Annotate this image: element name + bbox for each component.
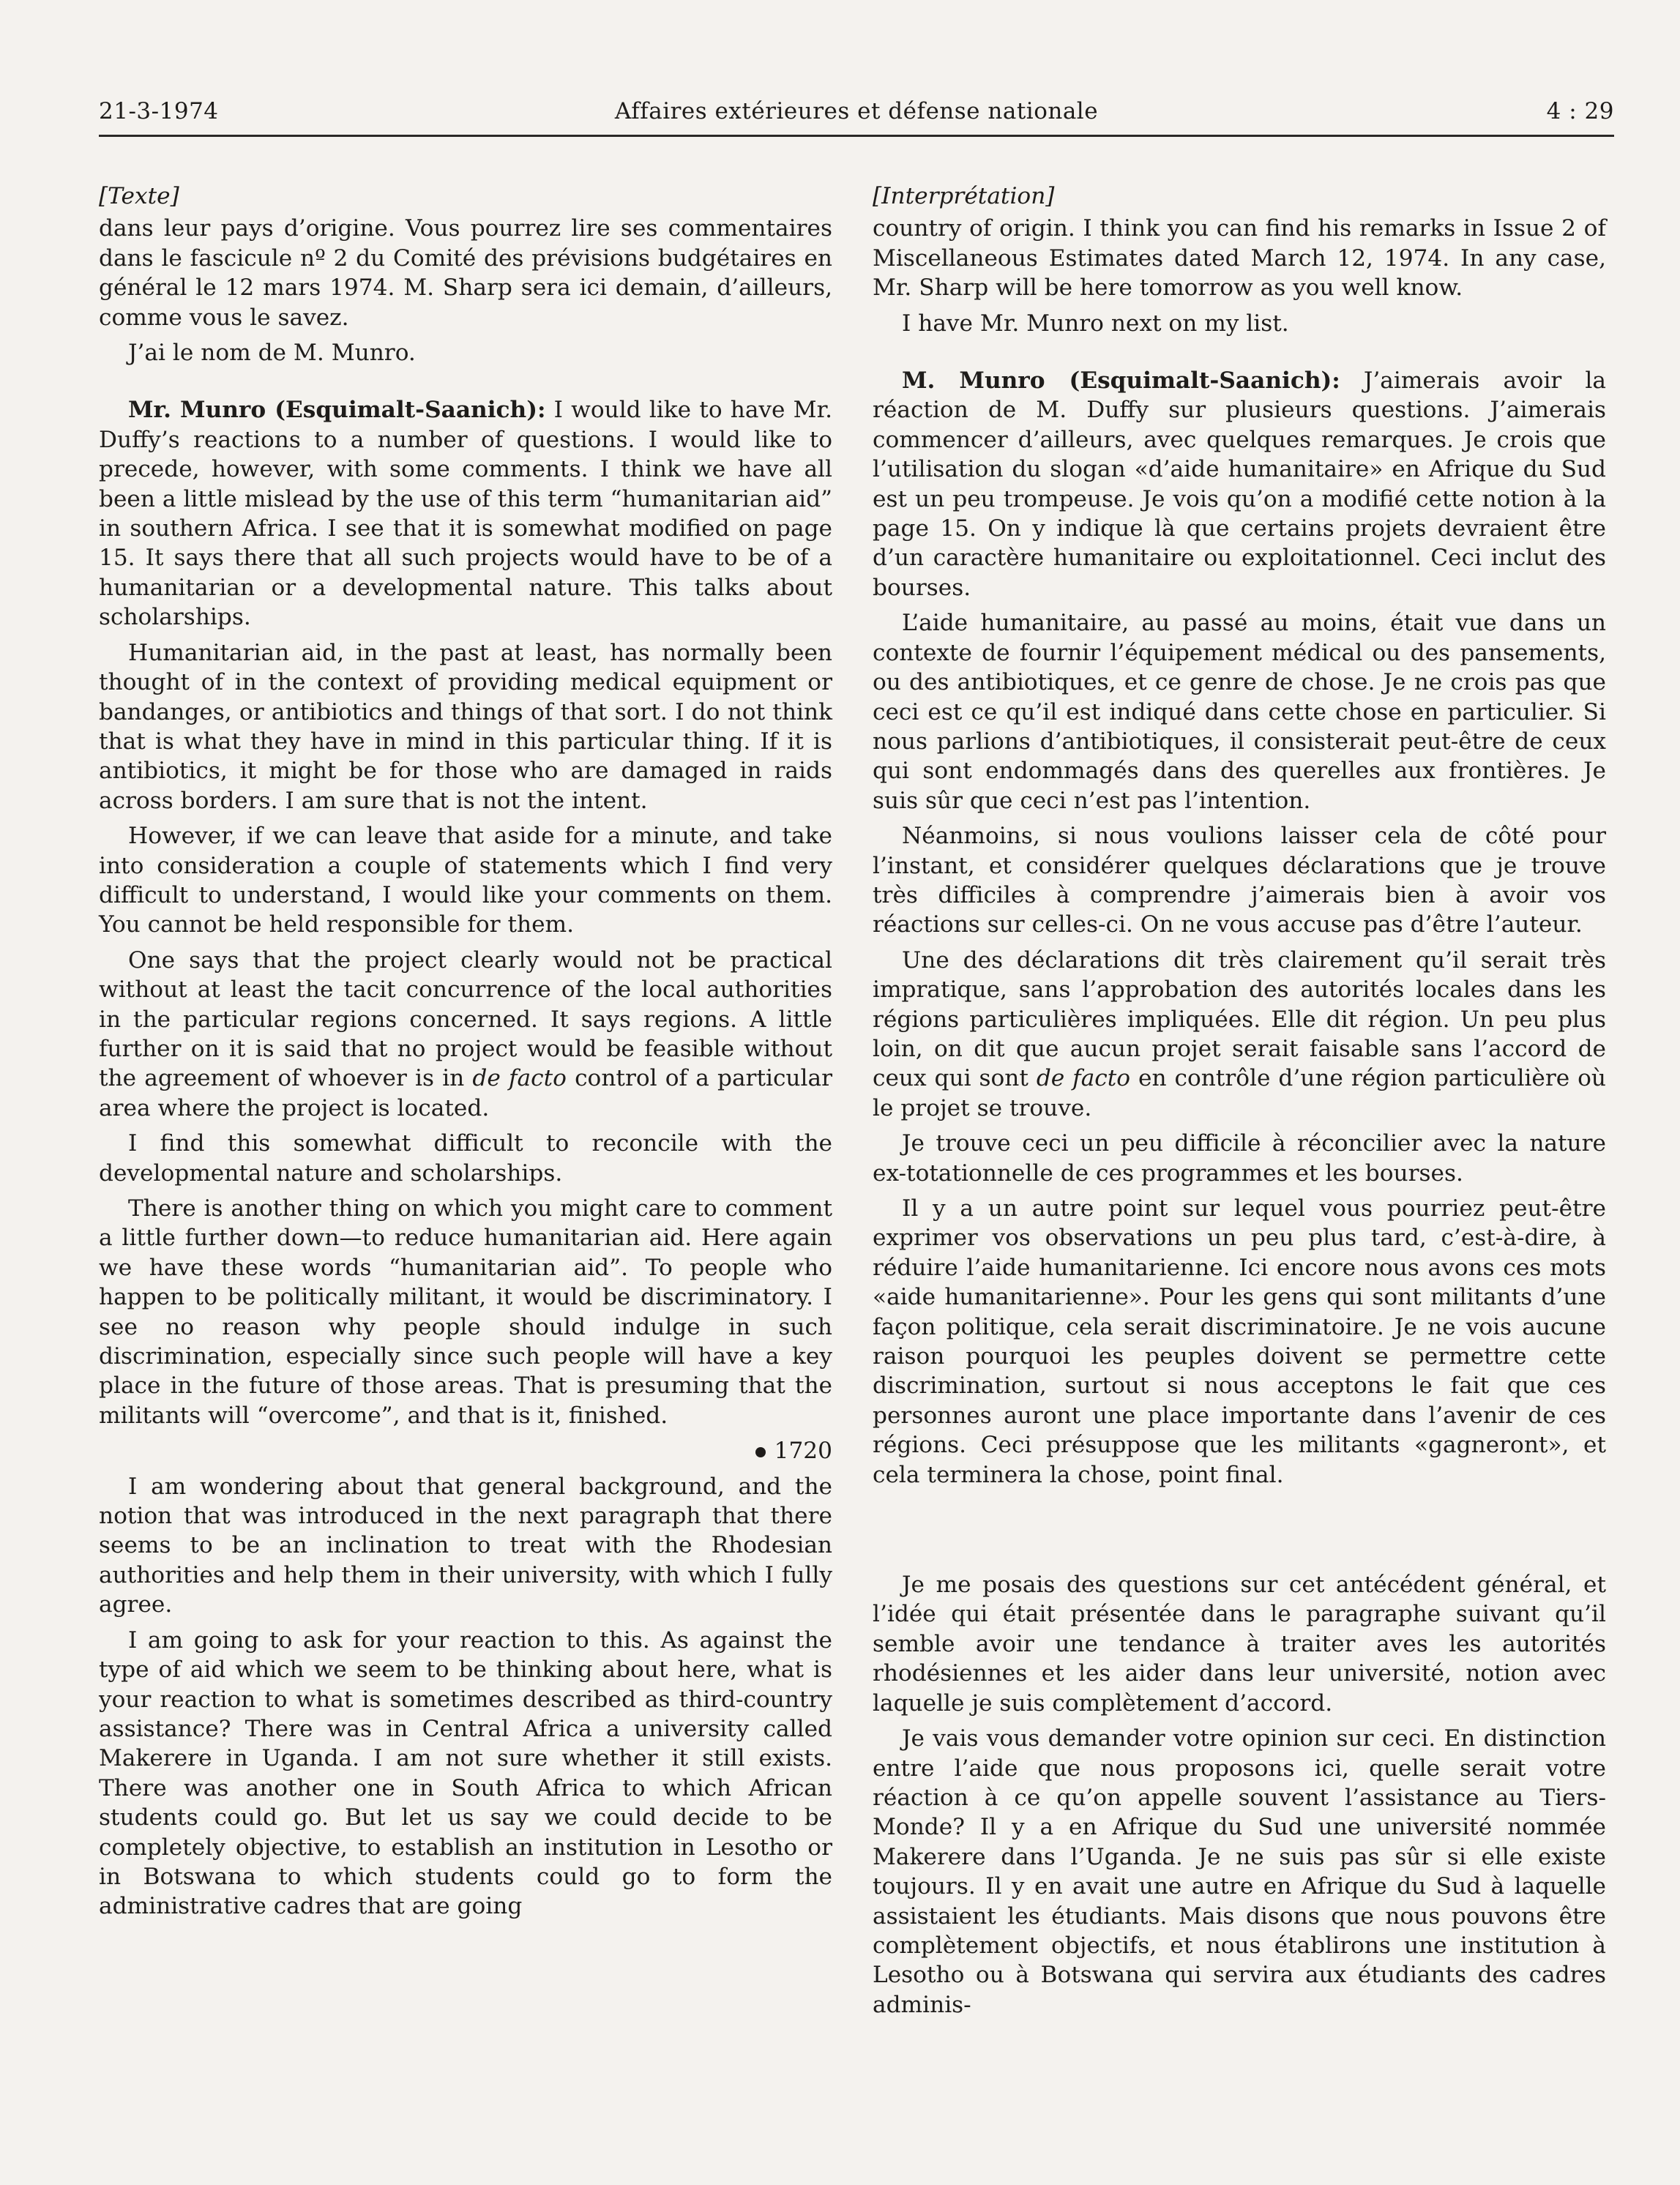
speaker-name: Mr. Munro (Esquimalt-Saanich): [128, 397, 546, 424]
paragraph [99, 946, 832, 1123]
text-run: Une des déclarations dit très clairement qu’il serait très impratique, sans l’approbation des autorités locales dans les régions particulières impliquées. Elle dit région. Un peu plus loin, on dit que aucun projet serait faisable sans l’accord de ceux qui sont [873, 946, 1606, 1092]
paragraph: Je vais vous demander votre opinion sur ceci. En distinction entre l’aide que nous proposons ici, quelle serait votre réaction à ce qu’on appelle souvent l’assistance au Tiers-Monde? Il y a en Afrique du Sud une université nommée Makerere dans l’Uganda. Je ne suis pas sûr si elle existe toujours. Il y en avait une autre en Afrique du Sud à laquelle assistaient les étudiants. Mais disons que nous pouvons être complètement objectifs, et nous établirons une institution à Lesotho ou à Botswana qui servira aux étudiants des cadres adminis- [873, 1725, 1606, 2018]
italic-text: de facto [1036, 1065, 1131, 1092]
paragraph: country of origin. I think you can find his remarks in Issue 2 of Miscellaneous Estimates dated March 12, 1974. In any case, Mr. Sharp will be here tomorrow as you well know. [873, 215, 1606, 302]
column-label: [Texte] [99, 183, 179, 209]
text-run: control of a particular area where the project is located. [99, 1065, 832, 1121]
paragraph: dans leur pays d’origine. Vous pourrez lire ses commentaires dans le fascicule nº 2 du Comité des prévisions budgétaires en général le 12 mars 1974. M. Sharp sera ici demain, d’ailleurs, comme vous le savez. [99, 215, 832, 331]
right-column-french [873, 182, 1606, 2025]
paragraph [873, 366, 1606, 602]
paragraph: J’ai le nom de M. Munro. [128, 340, 416, 367]
italic-text: de facto [472, 1065, 567, 1092]
paragraph: L’aide humanitaire, au passé au moins, était vue dans un contexte de fournir l’équipement médical ou des pansements, ou des antibiotiques, et ce genre de chose. Je ne crois pas que ceci est ce qu’il est indiqué dans cette chose en particulier. Si nous parlions d’antibiotiques, il consisterait peut-être de ceux qui sont endommagés dans des querelles aux frontières. Je suis sûr que ceci n’est pas l’intention. [873, 610, 1606, 814]
speech-text: I would like to have Mr. Duffy’s reactions to a number of questions. I would like to precede, however, with some comments. I think we have all been a little mislead by the use of this term “humanitarian aid” in southern Africa. I see that it is somewhat modified on page 15. It says there that all such projects would have to be of a humanitarian or a developmental nature. This talks about scholarships. [99, 397, 833, 631]
paragraph: Humanitarian aid, in the past at least, has normally been thought of in the context of providing medical equipment or bandanges, or antibiotics and things of that sort. I do not think that is what they have in mind in this particular thing. If it is antibiotics, it might be for those who are damaged in raids across borders. I am sure that is not the intent. [99, 639, 832, 814]
bullet-icon [755, 1447, 766, 1457]
paragraph [873, 946, 1606, 1123]
paragraph: Je trouve ceci un peu difficile à réconcilier avec la nature ex-totationnelle de ces programmes et les bourses. [873, 1130, 1606, 1187]
paragraph: There is another thing on which you might care to comment a little further down—to reduce humanitarian aid. Here again we have these words “humanitarian aid”. To people who happen to be politically militant, it would be discriminatory. I see no reason why people should indulge in such discrimination, especially since such people will have a key place in the future of those areas. That is presuming that the militants will “overcome”, and that is it, finished. [99, 1195, 832, 1429]
speaker-name: M. Munro (Esquimalt-Saanich): [902, 367, 1340, 395]
column-label: [Interprétation] [873, 183, 1055, 209]
paragraph: Néanmoins, si nous voulions laisser cela de côté pour l’instant, et considérer quelques déclarations que je trouve très difficiles à comprendre j’aimerais bien à avoir vos réactions sur celles-ci. On ne vous accuse pas d’être l’auteur. [873, 823, 1606, 938]
paragraph: Je me posais des questions sur cet antécédent général, et l’idée qui était présentée dans le paragraphe suivant qu’il semble avoir une tendance à traiter aves les autorités rhodésiennes et les aider dans leur université, notion avec laquelle je suis complètement d’accord. [873, 1572, 1606, 1717]
paragraph: I am wondering about that general background, and the notion that was introduced in the next paragraph that there seems to be an inclination to treat with the Rhodesian authorities and help them in their university, with which I fully agree. [99, 1473, 832, 1618]
text-run: en contrôle d’une région particulière où le projet se trouve. [873, 1065, 1606, 1121]
time-marker [99, 1436, 832, 1465]
paragraph [99, 395, 832, 632]
paragraph: I have Mr. Munro next on my list. [902, 310, 1289, 337]
running-header [99, 97, 1614, 137]
left-column-english [99, 182, 832, 1927]
paragraph: I find this somewhat difficult to reconcile with the developmental nature and scholarships. [99, 1130, 832, 1187]
header-title: Affaires extérieures et défense nationale [614, 98, 1099, 124]
header-date: 21-3-1974 [99, 98, 219, 124]
paragraph: I am going to ask for your reaction to this. As against the type of aid which we seem to be thinking about here, what is your reaction to what is sometimes described as third-country assistance? There was in Central Africa a university called Makerere in Uganda. I am not sure whether it still exists. There was another one in South Africa to which African students could go. But let us say we could decide to be completely objective, to establish an institution in Lesotho or in Botswana to which students could go to form the administrative cadres that are going [99, 1626, 832, 1920]
text-run: One says that the project clearly would not be practical without at least the tacit concurrence of the local authorities in the particular regions concerned. It says regions. A little further on it is said that no project would be feasible without the agreement of whoever is in [99, 946, 832, 1092]
time-marker-text: 1720 [774, 1438, 832, 1465]
header-page-number: 4 : 29 [1546, 98, 1614, 124]
paragraph: However, if we can leave that aside for a minute, and take into consideration a couple of statements which I find very difficult to understand, I would like your comments on them. You cannot be held responsible for them. [99, 823, 832, 938]
speech-text: J’aimerais avoir la réaction de M. Duffy sur plusieurs questions. J’aimerais commencer d’ailleurs, avec quelques remarques. Je crois que l’utilisation du slogan «d’aide humanitaire» en Afrique du Sud est un peu trompeuse. Je vois qu’on a modifié cette notion à la page 15. On y indique là que certains projets devraient être d’un caractère humanitaire ou exploitationnel. Ceci inclut des bourses. [873, 367, 1606, 601]
paragraph: Il y a un autre point sur lequel vous pourriez peut-être exprimer vos observations un peu plus tard, c’est-à-dire, à réduire l’aide humanitarienne. Ici encore nous avons ces mots «aide humanitarienne». Pour les gens qui sont militants d’une façon politique, cela serait discriminatoire. Je ne vois aucune raison pourquoi les peuples doivent se permettre cette discrimination, surtout si nous acceptons le fait que ces personnes auront une place importante dans l’avenir de ces régions. Ceci présuppose que les militants «gagneront», et cela terminera la chose, point final. [873, 1195, 1606, 1488]
